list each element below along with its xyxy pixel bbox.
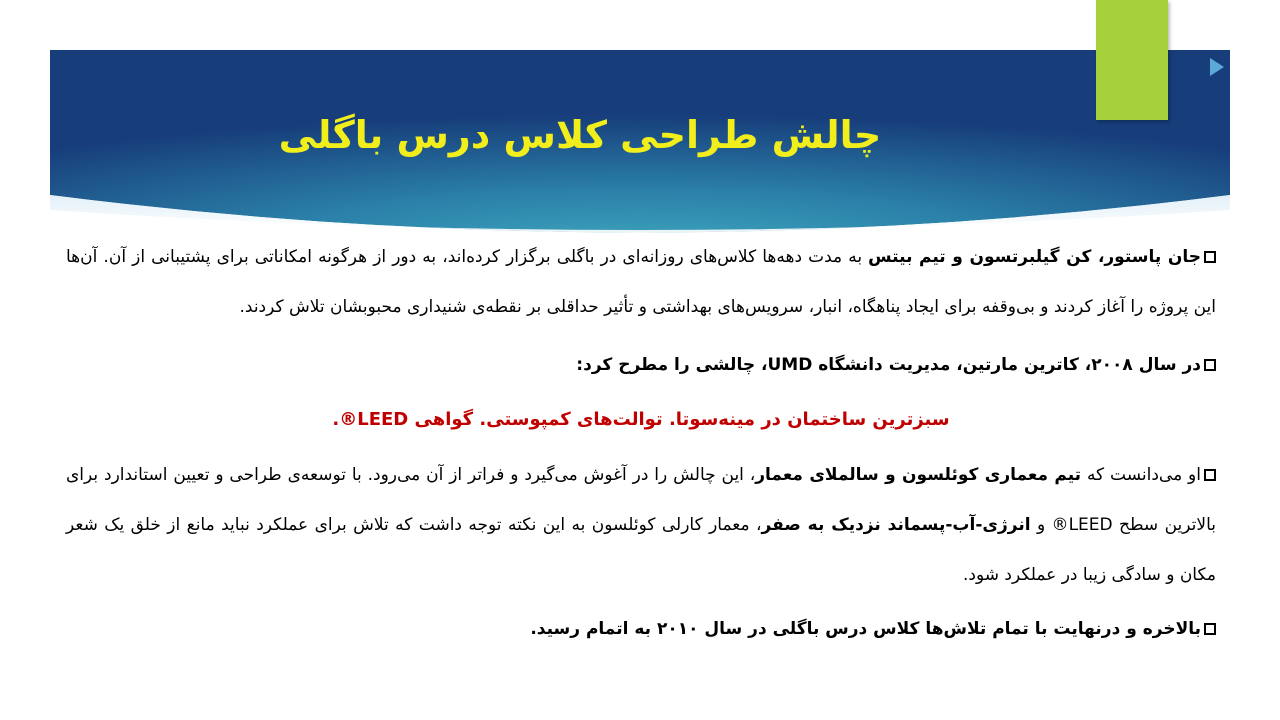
text-run: انرژی-آب-پسماند نزدیک به صفر xyxy=(761,515,1031,535)
checkbox-bullet-icon xyxy=(1204,251,1216,263)
paragraph-2 xyxy=(66,340,1216,390)
text-run: در سال ۲۰۰۸، کاترین مارتین، مدیریت دانشگاه UMD، چالشی را مطرح کرد: xyxy=(576,355,1201,375)
arrow-right-icon xyxy=(1210,58,1224,76)
paragraph-3 xyxy=(66,450,1216,600)
text-run: تیم معماری کوئلسون و سالملای معمار xyxy=(755,465,1082,485)
text-run: ، معمار کارلی کوئلسون به این نکته توجه داشت که تلاش برای عملکرد نباید مانع از خلق یک شعر مکان و سادگی زیبا در عملکرد شود. xyxy=(66,515,1216,585)
text-run: ، این چالش را در آغوش می‌گیرد و فراتر از آن می‌رود. با توسعه‌ی طراحی و تعیین استاندارد برای بالاترین سطح LEED® و xyxy=(66,465,1216,535)
text-run: جان پاستور، کن گیلبرتسون و تیم بیتس xyxy=(868,247,1202,267)
checkbox-bullet-icon xyxy=(1204,359,1216,371)
checkbox-bullet-icon xyxy=(1204,623,1216,635)
paragraph-4 xyxy=(66,604,1216,654)
checkbox-bullet-icon xyxy=(1204,469,1216,481)
accent-bar xyxy=(1096,0,1168,120)
text-run: بالاخره و درنهایت با تمام تلاش‌ها کلاس درس باگلی در سال ۲۰۱۰ به اتمام رسید. xyxy=(530,619,1201,639)
text-run: او می‌دانست که xyxy=(1081,465,1201,485)
slide-body xyxy=(66,232,1216,654)
text-run: به مدت دهه‌ها کلاس‌های روزانه‌ای در باگلی برگزار کرده‌اند، به دور از هرگونه امکاناتی برای پشتیبانی از آن. آن‌ها این پروژه را آغاز کردند و بی‌وقفه برای ایجاد پناهگاه، انبار، سرویس‌های بهداشتی و تأثیر حداقلی بر نقطه‌ی شنیداری محبوبشان تلاش کردند. xyxy=(66,247,1216,317)
slide-title: چالش طراحی کلاس درس باگلی xyxy=(278,113,882,157)
paragraph-1 xyxy=(66,232,1216,332)
highlight-line: سبزترین ساختمان در مینه‌سوتا. توالت‌های کمپوستی. گواهی LEED®. xyxy=(332,409,950,430)
